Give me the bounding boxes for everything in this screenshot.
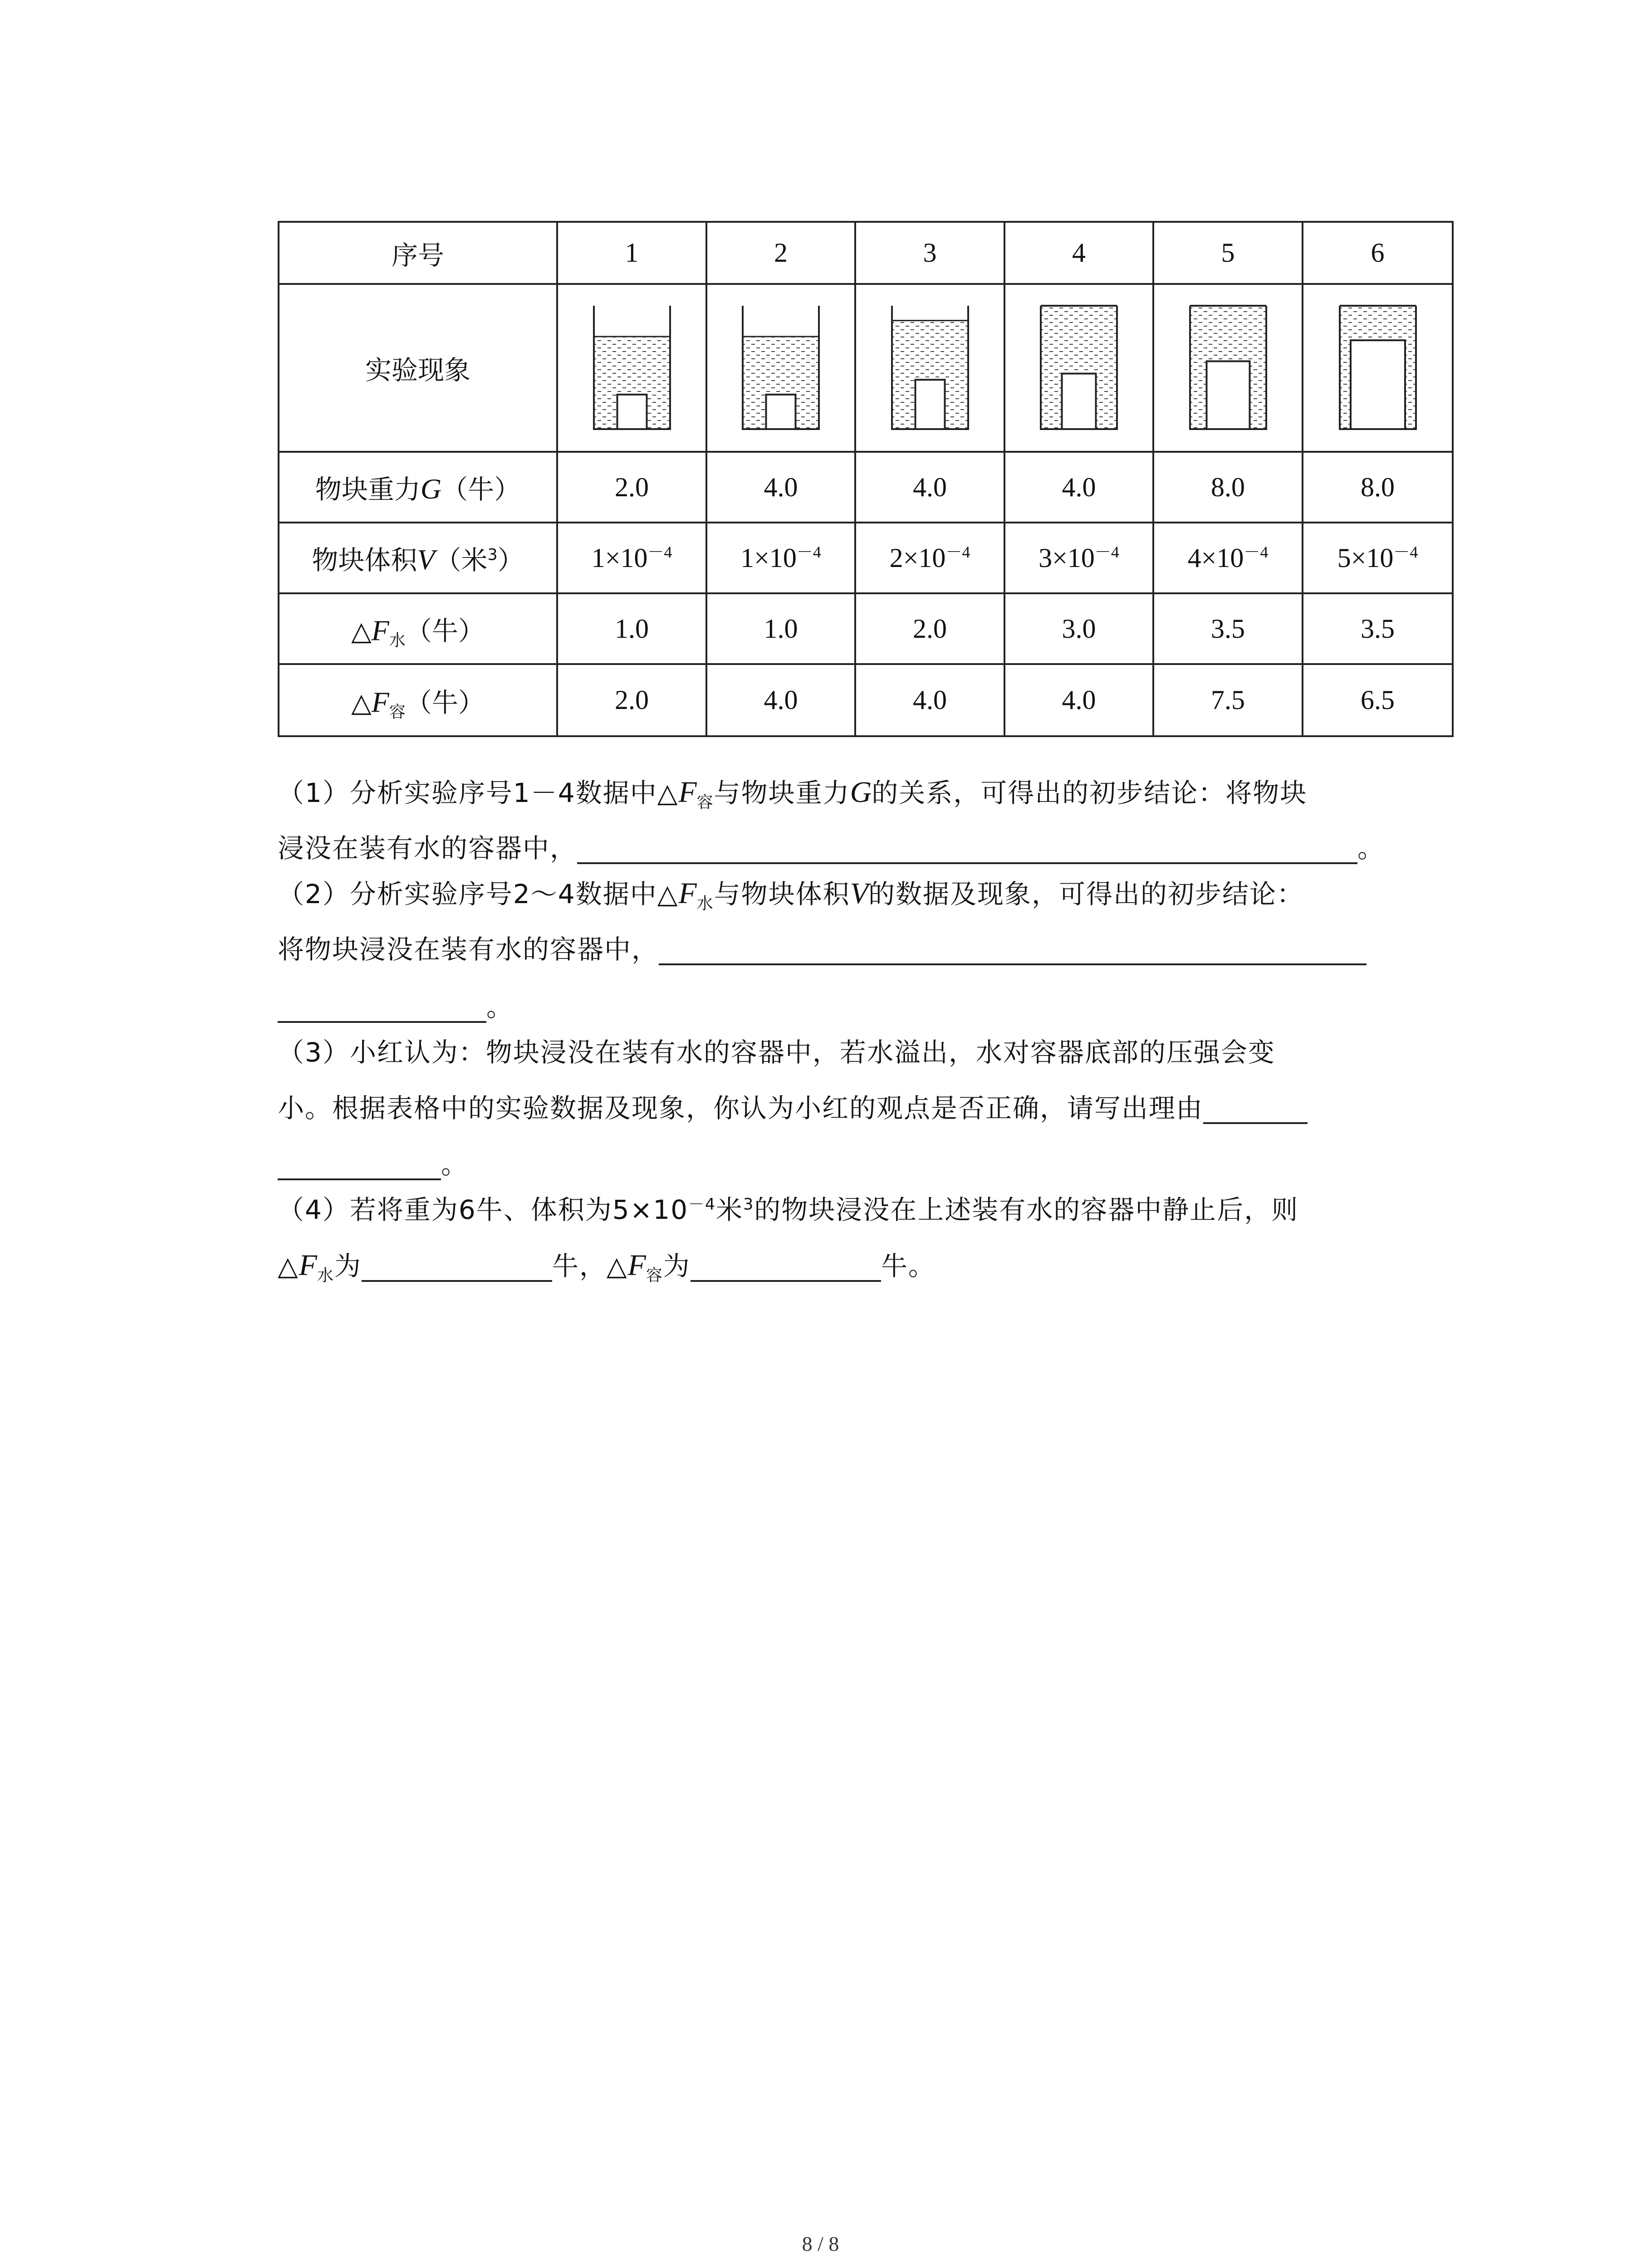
submerged-block — [617, 395, 647, 429]
question-3-line-2: 小。根据表格中的实验数据及现象，你认为小红的观点是否正确，请写出理由 — [278, 1092, 1308, 1124]
experiment-data-table — [278, 221, 1454, 737]
cell-fc-2: 4.0 — [706, 664, 855, 736]
question-3-line-1: （3）小红认为：物块浸没在装有水的容器中，若水溢出，水对容器底部的压强会变 — [278, 1037, 1275, 1068]
cell-weight-6: 8.0 — [1303, 452, 1453, 523]
cell-fc-3: 4.0 — [855, 664, 1004, 736]
row-delta-f-water — [279, 593, 1453, 664]
cell-weight-4: 4.0 — [1004, 452, 1153, 523]
submerged-block — [915, 380, 945, 429]
beaker-diagram-2 — [735, 302, 826, 434]
beaker-diagram-3 — [885, 302, 975, 434]
question-2-line-2: 将物块浸没在装有水的容器中， — [278, 934, 1367, 965]
submerged-block — [1206, 361, 1249, 429]
row-sequence — [279, 222, 1453, 284]
answer-blank-q2-a[interactable] — [659, 937, 1367, 965]
question-4-line-2: $\triangle F_水$为 牛，$\triangle F_容$为 牛。 — [278, 1249, 936, 1285]
row-delta-f-container — [279, 664, 1453, 736]
answer-blank-q3-a[interactable] — [1203, 1096, 1308, 1124]
submerged-block — [1062, 374, 1096, 429]
question-2-line-1: （2）分析实验序号2～4数据中$\triangle F_水$与物块体积V的数据及现象，可得出的初步结论： — [278, 877, 1304, 913]
cell-volume-2: $1\times 10^{-4}$ — [706, 523, 855, 593]
cell-fw-6: 3.5 — [1303, 593, 1453, 664]
beaker-diagram-6 — [1332, 302, 1423, 434]
question-4-line-1: （4）若将重为6牛、体积为$5\times 10^{-4}$米$^3$的物块浸没在上述装有水的容器中静止后，则 — [278, 1194, 1299, 1225]
label-delta-f-water: $\triangle F_水$（牛） — [279, 593, 557, 664]
cell-fc-4: 4.0 — [1004, 664, 1153, 736]
cell-weight-3: 4.0 — [855, 452, 1004, 523]
label-volume: 物块体积V（米$^3$） — [279, 523, 557, 593]
cell-seq-5: 5 — [1153, 222, 1303, 284]
cell-fw-4: 3.0 — [1004, 593, 1153, 664]
row-weight — [279, 452, 1453, 523]
question-2-line-3: 。 — [278, 991, 514, 1023]
cell-volume-5: $4\times 10^{-4}$ — [1153, 523, 1303, 593]
cell-seq-3: 3 — [855, 222, 1004, 284]
row-volume — [279, 523, 1453, 593]
cell-beaker-3 — [855, 284, 1004, 452]
row-phenomenon — [279, 284, 1453, 452]
cell-weight-5: 8.0 — [1153, 452, 1303, 523]
beaker-diagram-1 — [587, 302, 677, 434]
cell-beaker-4 — [1004, 284, 1153, 452]
answer-blank-q4-a[interactable] — [362, 1254, 552, 1282]
page-number: 8 / 8 — [802, 2232, 839, 2255]
cell-seq-6: 6 — [1303, 222, 1453, 284]
beaker-diagram-5 — [1183, 302, 1274, 434]
cell-fw-1: 1.0 — [557, 593, 706, 664]
cell-beaker-1 — [557, 284, 706, 452]
submerged-block — [1351, 340, 1405, 429]
cell-volume-1: $1\times 10^{-4}$ — [557, 523, 706, 593]
cell-fc-1: 2.0 — [557, 664, 706, 736]
cell-fw-2: 1.0 — [706, 593, 855, 664]
answer-blank-q2-b[interactable] — [278, 995, 486, 1023]
cell-fw-3: 2.0 — [855, 593, 1004, 664]
label-delta-f-container: $\triangle F_容$（牛） — [279, 664, 557, 736]
cell-beaker-2 — [706, 284, 855, 452]
cell-fw-5: 3.5 — [1153, 593, 1303, 664]
cell-fc-6: 6.5 — [1303, 664, 1453, 736]
cell-volume-6: $5\times 10^{-4}$ — [1303, 523, 1453, 593]
question-1-line-2: 浸没在装有水的容器中， 。 — [278, 833, 1385, 864]
cell-fc-5: 7.5 — [1153, 664, 1303, 736]
question-1-line-1: （1）分析实验序号1－4数据中$\triangle F_容$与物块重力G的关系，可得出的初步结论：将物块 — [278, 776, 1308, 812]
cell-beaker-6 — [1303, 284, 1453, 452]
answer-blank-q3-b[interactable] — [278, 1152, 441, 1180]
cell-volume-3: $2\times 10^{-4}$ — [855, 523, 1004, 593]
cell-seq-2: 2 — [706, 222, 855, 284]
submerged-block — [766, 395, 796, 429]
cell-seq-1: 1 — [557, 222, 706, 284]
cell-beaker-5 — [1153, 284, 1303, 452]
answer-blank-q1[interactable] — [577, 836, 1357, 864]
cell-volume-4: $3\times 10^{-4}$ — [1004, 523, 1153, 593]
label-seq: 序号 — [279, 222, 557, 284]
cell-seq-4: 4 — [1004, 222, 1153, 284]
label-phenomenon: 实验现象 — [279, 284, 557, 452]
label-weight: 物块重力G（牛） — [279, 452, 557, 523]
cell-weight-1: 2.0 — [557, 452, 706, 523]
answer-blank-q4-b[interactable] — [691, 1254, 881, 1282]
cell-weight-2: 4.0 — [706, 452, 855, 523]
beaker-diagram-4 — [1034, 302, 1124, 434]
question-3-line-3: 。 — [278, 1149, 468, 1180]
